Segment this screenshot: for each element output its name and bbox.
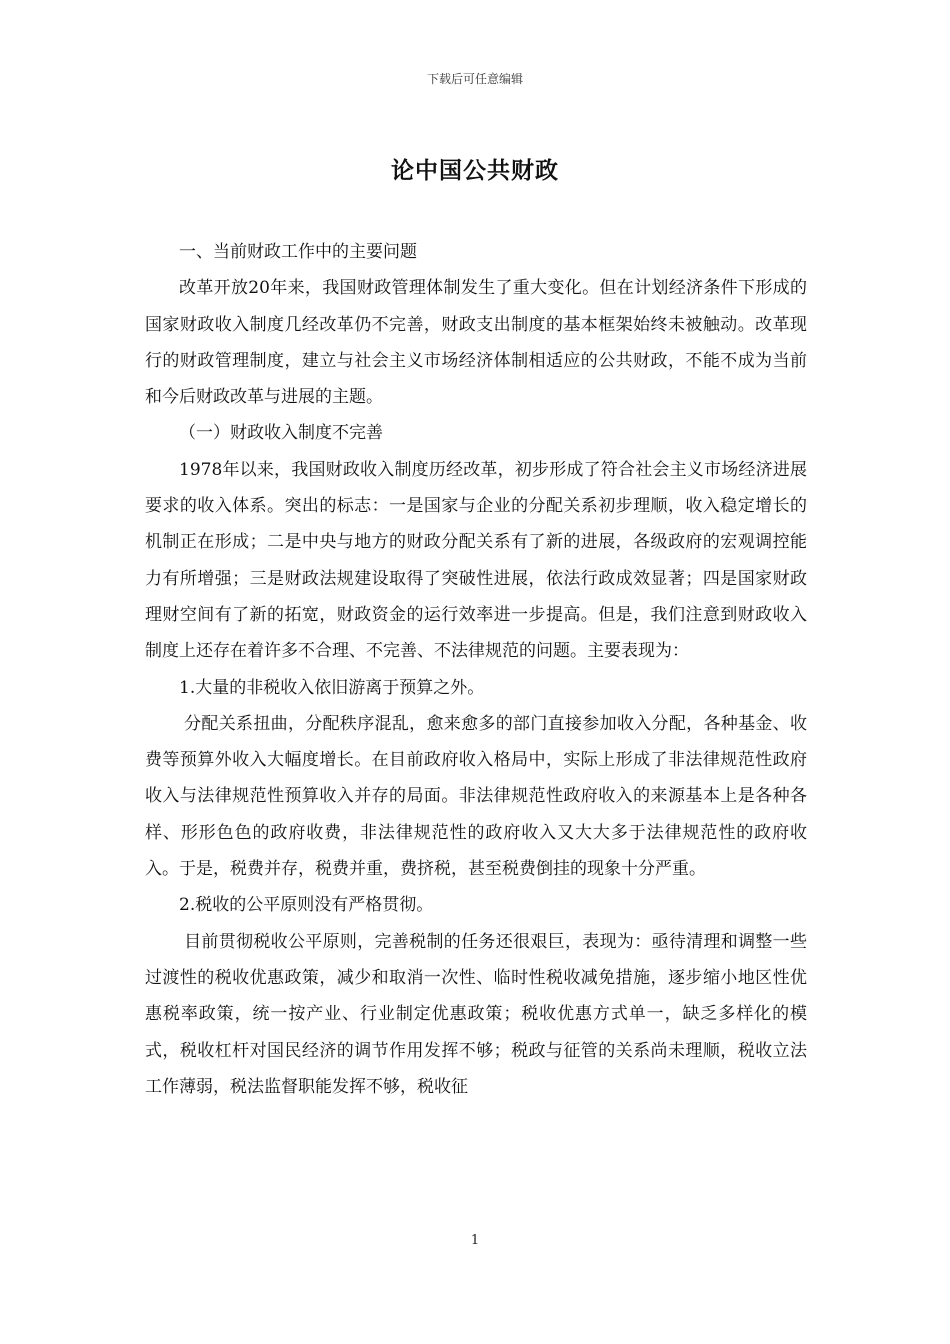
list-item-2: 2.税收的公平原则没有严格贯彻。: [179, 895, 434, 916]
paragraph-intro: 改革开放20年来，我国财政管理体制发生了重大变化。但在计划经济条件下形成的国家财政收入制度几经改革仍不完善，财政支出制度的基本框架始终未被触动。改革现行的财政管理制度，建立与社会主义市场经济体制相适应的公共财政，不能不成为当前和今后财政改革与进展的主题。: [145, 278, 807, 408]
paragraph-non-tax-revenue: 分配关系扭曲，分配秩序混乱，愈来愈多的部门直接参加收入分配，各种基金、收费等预算外收入大幅度增长。在目前政府收入格局中，实际上形成了非法律规范性政府收入与法律规范性预算收入并存的局面。非法律规范性政府收入的来源基本上是各种各样、形形色色的政府收费，非法律规范性的政府收入又大大多于法律规范性的政府收入。于是，税费并存，税费并重，费挤税，甚至税费倒挂的现象十分严重。: [145, 713, 807, 880]
document-title: 论中国公共财政: [391, 157, 559, 184]
document-body: [145, 234, 807, 1105]
header-note: 下载后可任意编辑: [426, 72, 523, 86]
subsection-heading-1: （一）财政收入制度不完善: [179, 423, 383, 444]
paragraph-tax-fairness: 目前贯彻税收公平原则，完善税制的任务还很艰巨，表现为：亟待清理和调整一些过渡性的税收优惠政策，减少和取消一次性、临时性税收减免措施，逐步缩小地区性优惠税率政策，统一按产业、行业制定优惠政策；税收优惠方式单一，缺乏多样化的模式，税收杠杆对国民经济的调节作用发挥不够；税政与征管的关系尚未理顺，税收立法工作薄弱，税法监督职能发挥不够，税收征: [145, 931, 807, 1097]
paragraph-revenue-system: 1978年以来，我国财政收入制度历经改革，初步形成了符合社会主义市场经济进展要求的收入体系。突出的标志：一是国家与企业的分配关系初步理顺，收入稳定增长的机制正在形成；二是中央与地方的财政分配关系有了新的进展，各级政府的宏观调控能力有所增强；三是财政法规建设取得了突破性进展，依法行政成效显著；四是国家财政理财空间有了新的拓宽，财政资金的运行效率进一步提高。但是，我们注意到财政收入制度上还存在着许多不合理、不完善、不法律规范的问题。主要表现为：: [145, 459, 807, 662]
list-item-1: 1.大量的非税收入依旧游离于预算之外。: [179, 677, 485, 698]
page-number: 1: [470, 1233, 480, 1248]
section-heading-1: 一、当前财政工作中的主要问题: [179, 242, 417, 262]
